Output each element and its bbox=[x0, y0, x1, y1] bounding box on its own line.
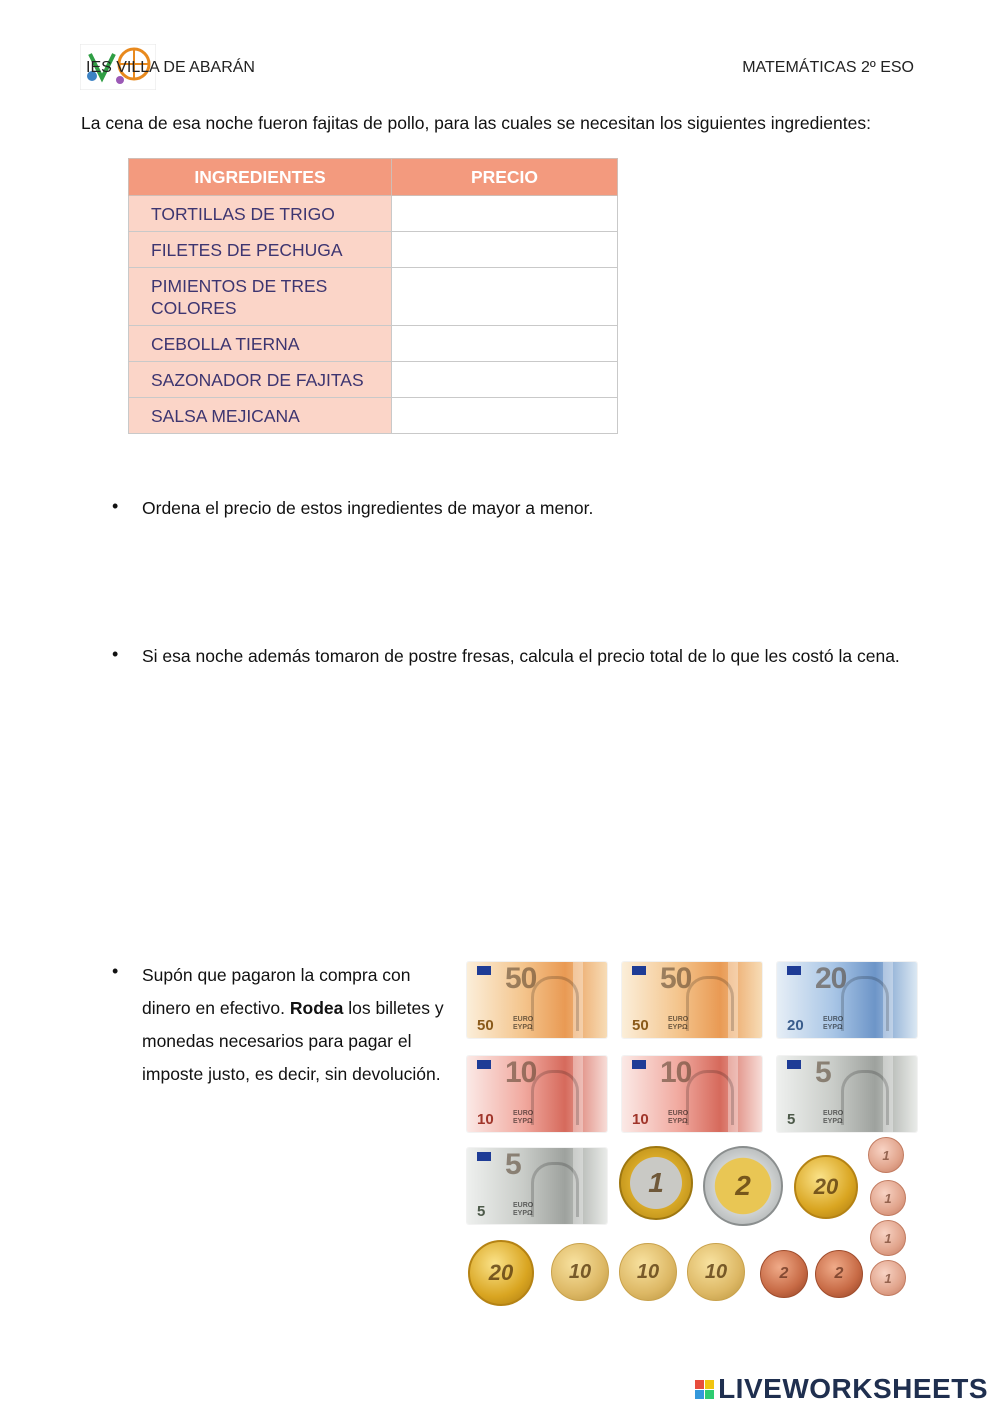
note-value-small: 5 bbox=[787, 1111, 796, 1128]
note-value-small: 10 bbox=[632, 1111, 649, 1128]
banknote-20[interactable] bbox=[777, 962, 917, 1038]
coin-20-cent[interactable]: 20 bbox=[794, 1155, 858, 1219]
coin-1-cent[interactable]: 1 bbox=[870, 1260, 906, 1296]
bullet-icon: • bbox=[112, 496, 119, 516]
note-value: 10 bbox=[660, 1056, 692, 1089]
price-cell[interactable] bbox=[392, 232, 618, 268]
question-text: Si esa noche además tomaron de postre fresas, calcula el precio total de lo que les costó la cena. bbox=[142, 646, 900, 666]
ingredient-name: TORTILLAS DE TRIGO bbox=[129, 196, 392, 232]
note-value-small: 50 bbox=[477, 1017, 494, 1034]
coin-1-cent[interactable]: 1 bbox=[868, 1137, 904, 1173]
arch-icon bbox=[841, 976, 889, 1031]
note-euro-text: EURO EYPΩ bbox=[823, 1016, 844, 1031]
note-value: 5 bbox=[815, 1056, 831, 1089]
ingredient-name: CEBOLLA TIERNA bbox=[129, 326, 392, 362]
bullet-icon: • bbox=[112, 961, 119, 981]
price-cell[interactable] bbox=[392, 268, 618, 326]
coin-2-euro[interactable]: 2 bbox=[703, 1146, 783, 1226]
note-euro-text: EURO EYPΩ bbox=[513, 1016, 534, 1031]
arch-icon bbox=[531, 1070, 579, 1125]
note-value: 10 bbox=[505, 1056, 537, 1089]
coin-20-cent[interactable]: 20 bbox=[468, 1240, 534, 1306]
badge-square bbox=[695, 1380, 704, 1389]
badge-square bbox=[705, 1390, 714, 1399]
note-value-small: 20 bbox=[787, 1017, 804, 1034]
column-header-price: PRECIO bbox=[392, 159, 618, 196]
brand-name: LIVEWORKSHEETS bbox=[718, 1373, 988, 1404]
arch-icon bbox=[531, 1162, 579, 1217]
note-value: 50 bbox=[660, 962, 692, 995]
eu-flag-icon bbox=[477, 1152, 491, 1161]
table-row bbox=[129, 268, 618, 326]
eu-flag-icon bbox=[632, 1060, 646, 1069]
question-keyword: Rodea bbox=[289, 998, 344, 1018]
eu-flag-icon bbox=[477, 1060, 491, 1069]
coin-1-cent[interactable]: 1 bbox=[870, 1220, 906, 1256]
eu-flag-icon bbox=[787, 1060, 801, 1069]
price-cell[interactable] bbox=[392, 398, 618, 434]
badge-square bbox=[705, 1380, 714, 1389]
ingredient-name: SAZONADOR DE FAJITAS bbox=[129, 362, 392, 398]
eu-flag-icon bbox=[632, 966, 646, 975]
question-text-part1: Supón que pagaron la compra con dinero en efectivo. bbox=[142, 965, 411, 1018]
eu-flag-icon bbox=[477, 966, 491, 975]
question-text-part2: los billetes y monedas necesarios para pagar el imposte justo, es decir, sin devolución. bbox=[142, 998, 444, 1084]
note-value-small: 5 bbox=[477, 1203, 486, 1220]
column-header-ingredients: INGREDIENTES bbox=[129, 159, 392, 196]
note-value: 20 bbox=[815, 962, 847, 995]
badge-square bbox=[695, 1390, 704, 1399]
ingredients-table bbox=[128, 158, 618, 434]
note-euro-text: EURO EYPΩ bbox=[513, 1202, 534, 1217]
note-euro-text: EURO EYPΩ bbox=[513, 1110, 534, 1125]
arch-icon bbox=[686, 976, 734, 1031]
banknote-50[interactable] bbox=[467, 962, 607, 1038]
intro-text: La cena de esa noche fueron fajitas de pollo, para las cuales se necesitan los siguientes ingredientes: bbox=[81, 113, 871, 133]
bullet-icon: • bbox=[112, 644, 119, 664]
note-value-small: 10 bbox=[477, 1111, 494, 1128]
school-name: IES VILLA DE ABARÁN bbox=[86, 59, 255, 76]
question-text: Ordena el precio de estos ingredientes de mayor a menor. bbox=[142, 498, 594, 518]
coin-2-cent[interactable]: 2 bbox=[760, 1250, 808, 1298]
banknote-10[interactable] bbox=[467, 1056, 607, 1132]
arch-icon bbox=[841, 1070, 889, 1125]
note-value-small: 50 bbox=[632, 1017, 649, 1034]
note-value: 50 bbox=[505, 962, 537, 995]
table-row bbox=[129, 362, 618, 398]
ingredient-name: FILETES DE PECHUGA bbox=[129, 232, 392, 268]
coin-10-cent[interactable]: 10 bbox=[551, 1243, 609, 1301]
coin-10-cent[interactable]: 10 bbox=[619, 1243, 677, 1301]
table-row bbox=[129, 398, 618, 434]
table-row bbox=[129, 326, 618, 362]
banknote-10[interactable] bbox=[622, 1056, 762, 1132]
eu-flag-icon bbox=[787, 966, 801, 975]
banknote-50[interactable] bbox=[622, 962, 762, 1038]
ingredient-name: SALSA MEJICANA bbox=[129, 398, 392, 434]
note-euro-text: EURO EYPΩ bbox=[668, 1110, 689, 1125]
note-euro-text: EURO EYPΩ bbox=[668, 1016, 689, 1031]
coin-1-euro[interactable]: 1 bbox=[619, 1146, 693, 1220]
banknote-5[interactable] bbox=[777, 1056, 917, 1132]
price-cell[interactable] bbox=[392, 362, 618, 398]
arch-icon bbox=[531, 976, 579, 1031]
table-row bbox=[129, 196, 618, 232]
coin-10-cent[interactable]: 10 bbox=[687, 1243, 745, 1301]
arch-icon bbox=[686, 1070, 734, 1125]
brand-badge-icon bbox=[695, 1380, 714, 1399]
coin-2-cent[interactable]: 2 bbox=[815, 1250, 863, 1298]
coin-1-cent[interactable]: 1 bbox=[870, 1180, 906, 1216]
banknote-5[interactable] bbox=[467, 1148, 607, 1224]
note-euro-text: EURO EYPΩ bbox=[823, 1110, 844, 1125]
price-cell[interactable] bbox=[392, 326, 618, 362]
price-cell[interactable] bbox=[392, 196, 618, 232]
question-text bbox=[142, 959, 462, 1091]
liveworksheets-logo[interactable] bbox=[695, 1373, 988, 1405]
ingredient-name: PIMIENTOS DE TRES COLORES bbox=[129, 268, 392, 326]
subject-title: MATEMÁTICAS 2º ESO bbox=[742, 59, 914, 76]
note-value: 5 bbox=[505, 1148, 521, 1181]
table-row bbox=[129, 232, 618, 268]
